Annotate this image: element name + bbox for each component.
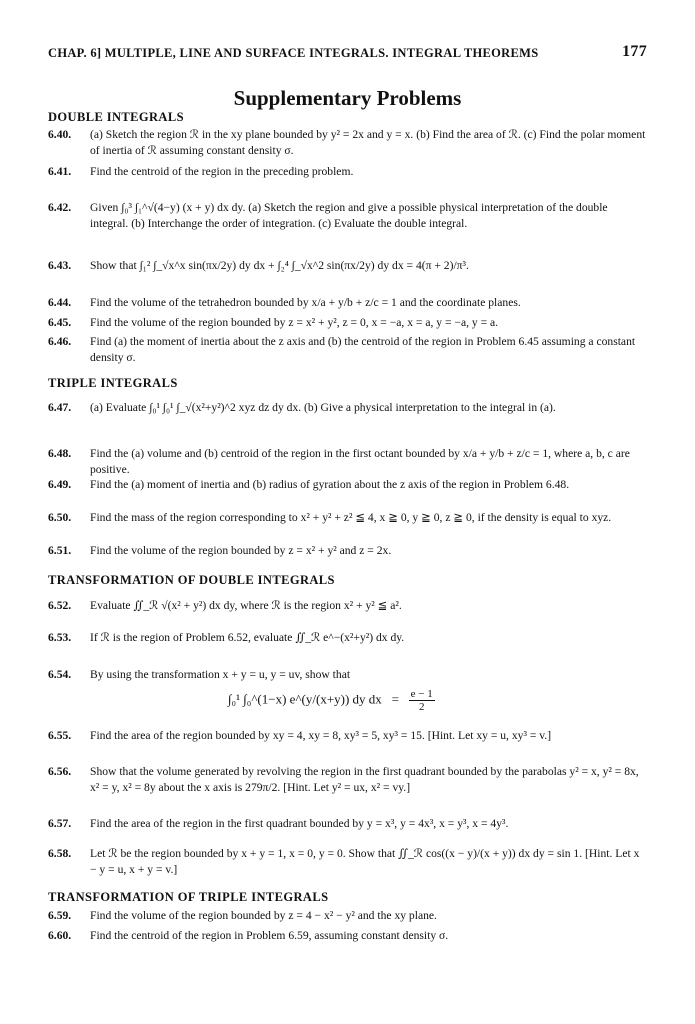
- equation-equals: =: [391, 691, 399, 707]
- problem: 6.54. By using the transformation x + y = u, y = uv, show that: [48, 668, 351, 681]
- heading-transformation-double: TRANSFORMATION OF DOUBLE INTEGRALS: [48, 573, 335, 587]
- problem: 6.49. Find the (a) moment of inertia and (b) radius of gyration about the z axis of the region in Problem 6.48.: [48, 478, 570, 491]
- problem: 6.58. Let ℛ be the region bounded by x + y = 1, x = 0, y = 0. Show that ∬_ℛ cos((x − y)/(x + y)) dx dy = sin 1. [Hint. Let x − y = u, x + y = v.]: [48, 847, 640, 876]
- equation-lhs: ∫₀¹ ∫₀^(1−x) e^(y/(x+y)) dy dx: [228, 691, 382, 707]
- problem: 6.53. If ℛ is the region of Problem 6.52, evaluate ∬_ℛ e^−(x²+y²) dx dy.: [48, 631, 405, 644]
- problem: 6.52. Evaluate ∬_ℛ √(x² + y²) dx dy, where ℛ is the region x² + y² ≦ a².: [48, 599, 402, 612]
- problem: 6.50. Find the mass of the region corresponding to x² + y² + z² ≦ 4, x ≧ 0, y ≧ 0, z ≧ 0, if the density is equal to xyz.: [48, 511, 612, 524]
- problem: 6.46. Find (a) the moment of inertia about the z axis and (b) the centroid of the region in Problem 6.45 assuming a constant density σ.: [48, 335, 636, 364]
- problem: 6.44. Find the volume of the tetrahedron bounded by x/a + y/b + z/c = 1 and the coordinate planes.: [48, 296, 521, 309]
- problem: 6.51. Find the volume of the region bounded by z = x² + y² and z = 2x.: [48, 544, 392, 557]
- problem: 6.47. (a) Evaluate ∫₀¹ ∫₀¹ ∫_√(x²+y²)^2 xyz dz dy dx. (b) Give a physical interpretation to the integral in (a).: [48, 401, 556, 414]
- heading-transformation-triple: TRANSFORMATION OF TRIPLE INTEGRALS: [48, 890, 329, 904]
- problem: 6.40. (a) Sketch the region ℛ in the xy plane bounded by y² = 2x and y = x. (b) Find the area of ℛ. (c) Find the polar moment of inertia of ℛ assuming constant density σ.: [48, 128, 646, 157]
- problem: 6.43. Show that ∫₁² ∫_√x^x sin(πx/2y) dy dx + ∫₂⁴ ∫_√x^2 sin(πx/2y) dy dx = 4(π + 2)/π³.: [48, 259, 469, 272]
- problem: 6.48. Find the (a) volume and (b) centroid of the region in the first octant bounded by x/a + y/b + z/c = 1, where a, b, c are positive.: [48, 447, 630, 476]
- page-number: 177: [622, 43, 647, 60]
- problem: 6.56. Show that the volume generated by revolving the region in the first quadrant bounded by the parabolas y² = x, y² = 8x, x² = y, x² = 8y about the x axis is 279π/2. [Hint. Let y² = ux, x² = vy.]: [48, 765, 639, 794]
- problem: 6.57. Find the area of the region in the first quadrant bounded by y = x³, y = 4x³, x = y³, x = 4y³.: [48, 817, 509, 830]
- problem: 6.41. Find the centroid of the region in the preceding problem.: [48, 165, 354, 178]
- problem: 6.60. Find the centroid of the region in Problem 6.59, assuming constant density σ.: [48, 929, 449, 942]
- display-equation-6-54: [228, 688, 435, 713]
- equation-rhs: $\frac{e - 1}{2}$: [410, 688, 433, 713]
- running-header: [48, 43, 647, 61]
- problem: 6.42. Given ∫₀³ ∫₁^√(4−y) (x + y) dx dy. (a) Sketch the region and give a possible physical interpretation of the double integral. (b) Interchange the order of integration. (c) Evaluate the double integral.: [48, 201, 608, 230]
- heading-triple-integrals: TRIPLE INTEGRALS: [48, 376, 178, 390]
- header-title: CHAP. 6] MULTIPLE, LINE AND SURFACE INTEGRALS. INTEGRAL THEOREMS: [48, 46, 539, 60]
- problem: 6.59. Find the volume of the region bounded by z = 4 − x² − y² and the xy plane.: [48, 909, 437, 922]
- problem: 6.55. Find the area of the region bounded by xy = 4, xy = 8, xy³ = 5, xy³ = 15. [Hint. Let xy = u, xy³ = v.]: [48, 729, 552, 742]
- section-title: Supplementary Problems: [233, 86, 462, 110]
- problem: 6.45. Find the volume of the region bounded by z = x² + y², z = 0, x = −a, x = a, y = −a, y = a.: [48, 316, 499, 329]
- heading-double-integrals: DOUBLE INTEGRALS: [48, 110, 184, 124]
